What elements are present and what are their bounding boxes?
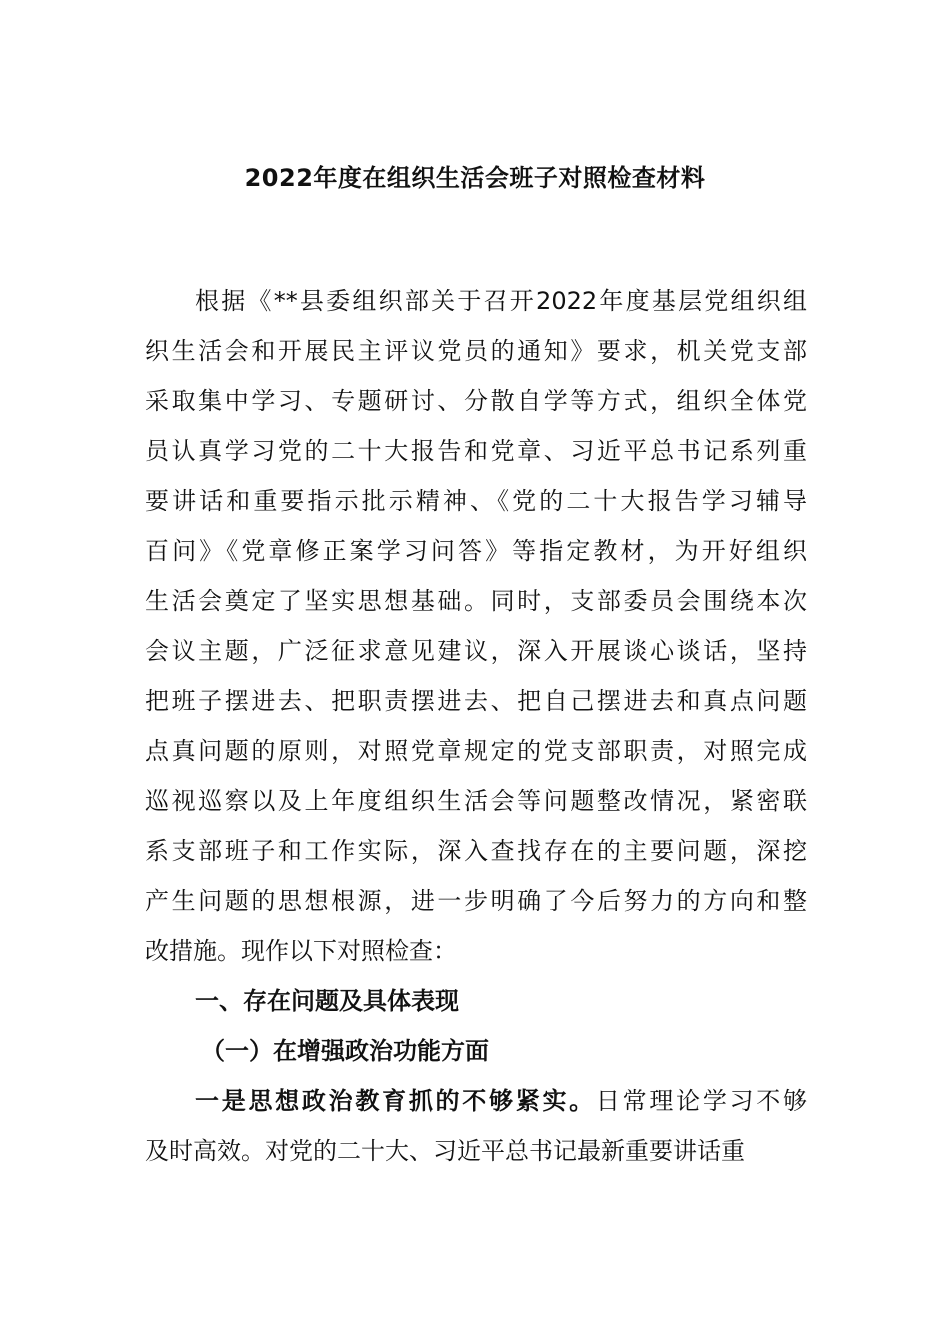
paragraph-line: 把班子摆进去、把职责摆进去、把自己摆进去和真点问题 — [145, 687, 807, 715]
paragraph-line: 产生问题的思想根源，进一步明确了今后努力的方向和整 — [145, 887, 807, 915]
point-text: 日常理论学习不够 — [595, 1087, 808, 1115]
point-line — [145, 1076, 807, 1126]
paragraph-line: 会议主题，广泛征求意见建议，深入开展谈心谈话，坚持 — [145, 637, 807, 665]
paragraph-line: 采取集中学习、专题研讨、分散自学等方式，组织全体党 — [145, 387, 807, 415]
paragraph-line: 生活会奠定了坚实思想基础。同时，支部委员会围绕本次 — [145, 587, 807, 615]
point-line: 及时高效。对党的二十大、习近平总书记最新重要讲话重 — [145, 1137, 745, 1165]
paragraph-line: 点真问题的原则，对照党章规定的党支部职责，对照完成 — [145, 737, 807, 765]
paragraph-line: 要讲话和重要指示批示精神、《党的二十大报告学习辅导 — [145, 487, 807, 515]
paragraph-line: 百问》《党章修正案学习问答》等指定教材，为开好组织 — [145, 537, 807, 565]
paragraph-line: 改措施。现作以下对照检查： — [145, 937, 457, 965]
point-lead: 一是思想政治教育抓的不够紧实。 — [195, 1087, 596, 1115]
paragraph-line: 织生活会和开展民主评议党员的通知》要求，机关党支部 — [145, 337, 807, 365]
section-heading: 一、存在问题及具体表现 — [195, 987, 459, 1015]
subsection-heading: （一）在增强政治功能方面 — [201, 1037, 489, 1065]
document-title: 2022年度在组织生活会班子对照检查材料 — [244, 164, 706, 192]
paragraph-line: 系支部班子和工作实际，深入查找存在的主要问题，深挖 — [145, 837, 807, 865]
paragraph-line: 根据《**县委组织部关于召开2022年度基层党组织组 — [195, 287, 807, 315]
paragraph-line: 员认真学习党的二十大报告和党章、习近平总书记系列重 — [145, 437, 807, 465]
document-body — [145, 276, 807, 1176]
paragraph-line: 巡视巡察以及上年度组织生活会等问题整改情况，紧密联 — [145, 787, 807, 815]
